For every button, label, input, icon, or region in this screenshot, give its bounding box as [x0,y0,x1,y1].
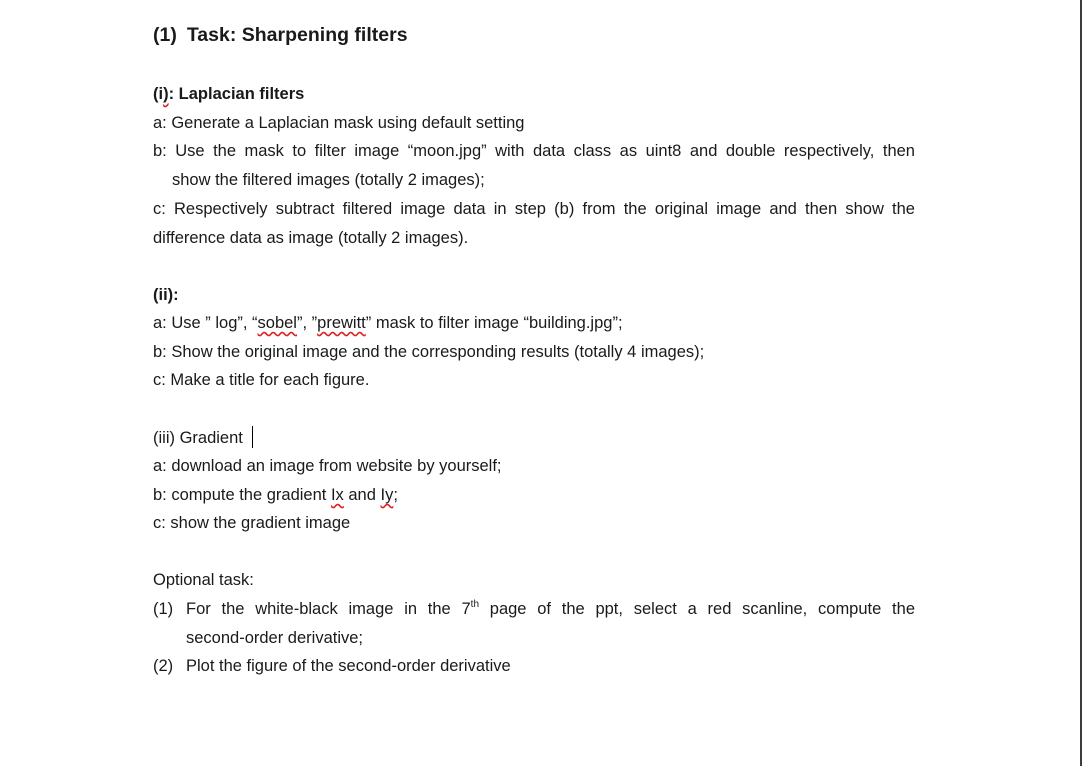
section-i-item-a: a: Generate a Laplacian mask using default setting [153,114,525,132]
section-iii-item-a: a: download an image from website by yourself; [153,457,502,475]
spellcheck-ix: Ix [330,486,344,504]
spellcheck-sobel: sobel [257,314,297,332]
section-iii-item-c: c: show the gradient image [153,514,351,532]
section-i-heading: (i): Laplacian filters [153,85,305,103]
section-ii-heading: (ii): [153,286,179,304]
optional-item1-line2: second-order derivative; [186,629,364,647]
optional-item1-line1: For the white-black image in the 7th page of the ppt, select a red scanline, compute the [186,599,915,618]
optional-item2-number: (2) [153,657,174,675]
text-cursor [252,426,253,448]
section-iii-item-b: b: compute the gradient Ix and Iy; [153,486,398,504]
section-i-item-b-line2: show the filtered images (totally 2 images); [172,171,485,189]
section-iii-heading[interactable]: (iii) Gradient [153,426,253,449]
optional-item2-text: Plot the figure of the second-order derivative [186,657,511,675]
section-i-item-c-line1: c: Respectively subtract filtered image data in step (b) from the original image and then show the [153,200,915,218]
section-i-item-c-line2: difference data as image (totally 2 images). [153,229,469,247]
spellcheck-prewitt: prewitt [317,314,366,332]
optional-heading: Optional task: [153,571,254,589]
section-ii-item-a: a: Use ” log”, “sobel”, ”prewitt” mask to filter image “building.jpg”; [153,314,623,332]
section-i-item-b-line1: b: Use the mask to filter image “moon.jpg” with data class as uint8 and double respectively, then [153,142,915,160]
task-number: (1) [153,24,177,46]
optional-item1-number: (1) [153,600,174,618]
spellcheck-iy: Iy [380,486,394,504]
task-title-text: Task: Sharpening filters [186,24,408,46]
section-ii-item-c: c: Make a title for each figure. [153,371,370,389]
task-title [153,24,408,47]
section-ii-item-b: b: Show the original image and the corresponding results (totally 4 images); [153,343,705,361]
